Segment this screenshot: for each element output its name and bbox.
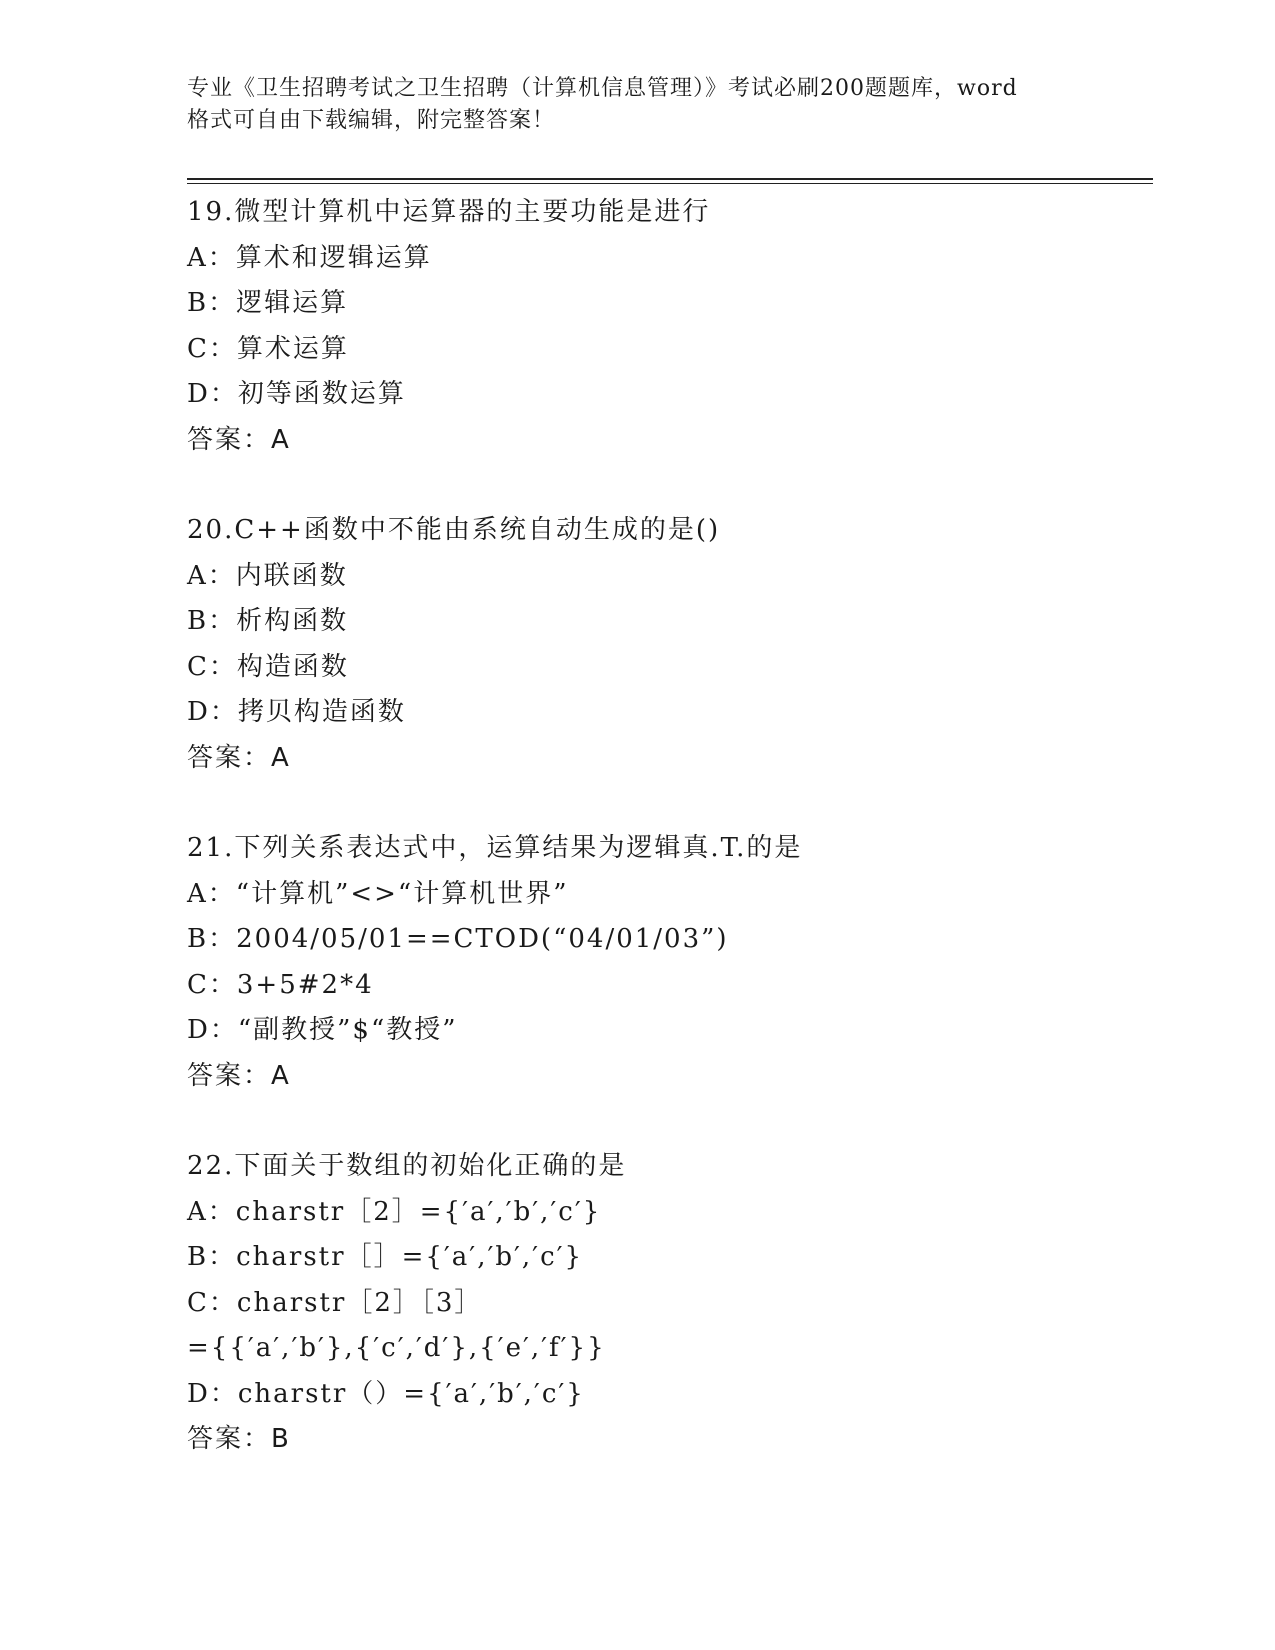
- option-d: D：charstr（）={′a′,′b′,′c′}: [187, 1378, 585, 1409]
- header-line-1: 专业《卫生招聘考试之卫生招聘（计算机信息管理）》考试必刷200题题库，word: [187, 76, 1018, 101]
- question-stem: 19.微型计算机中运算器的主要功能是进行: [187, 197, 711, 227]
- option-a: A：算术和逻辑运算: [187, 242, 432, 273]
- question-21: [187, 826, 1147, 1099]
- option-b: B：charstr［］={′a′,′b′,′c′}: [187, 1242, 584, 1272]
- answer: 答案：B: [187, 1424, 291, 1454]
- document-header: [187, 73, 1087, 137]
- header-divider-thin: [187, 183, 1153, 184]
- question-stem: 22.下面关于数组的初始化正确的是: [187, 1151, 627, 1181]
- option-b: B：2004/05/01==CTOD(“04/01/03”): [187, 924, 729, 954]
- question-stem: 21.下列关系表达式中，运算结果为逻辑真.T.的是: [187, 833, 803, 863]
- option-d: D：“副教授”$“教授”: [187, 1015, 458, 1045]
- option-d: D：拷贝构造函数: [187, 697, 406, 727]
- answer: 答案：A: [187, 424, 291, 455]
- answer: 答案：A: [187, 742, 291, 773]
- header-divider-thick: [187, 178, 1153, 180]
- header-line-2: 格式可自由下载编辑，附完整答案！: [187, 108, 556, 133]
- option-c: C：构造函数: [187, 651, 349, 682]
- option-c: C：charstr［2］［3］: [187, 1287, 483, 1318]
- option-b: B：析构函数: [187, 606, 349, 636]
- question-22: [187, 1144, 1147, 1463]
- answer: 答案：A: [187, 1060, 291, 1091]
- question-19: [187, 190, 1147, 463]
- option-a: A：内联函数: [187, 560, 348, 591]
- option-c: C：算术运算: [187, 333, 349, 364]
- question-20: [187, 508, 1147, 781]
- question-stem: 20.C++函数中不能由系统自动生成的是(): [187, 515, 721, 545]
- option-a: A：charstr［2］={′a′,′b′,′c′}: [187, 1196, 602, 1227]
- option-c-continued: ={{′a′,′b′},{′c′,′d′},{′e′,′f′}}: [187, 1333, 606, 1363]
- option-d: D：初等函数运算: [187, 379, 406, 409]
- option-c: C：3+5#2*4: [187, 969, 374, 1000]
- option-a: A：“计算机”<>“计算机世界”: [187, 878, 569, 909]
- option-b: B：逻辑运算: [187, 288, 349, 318]
